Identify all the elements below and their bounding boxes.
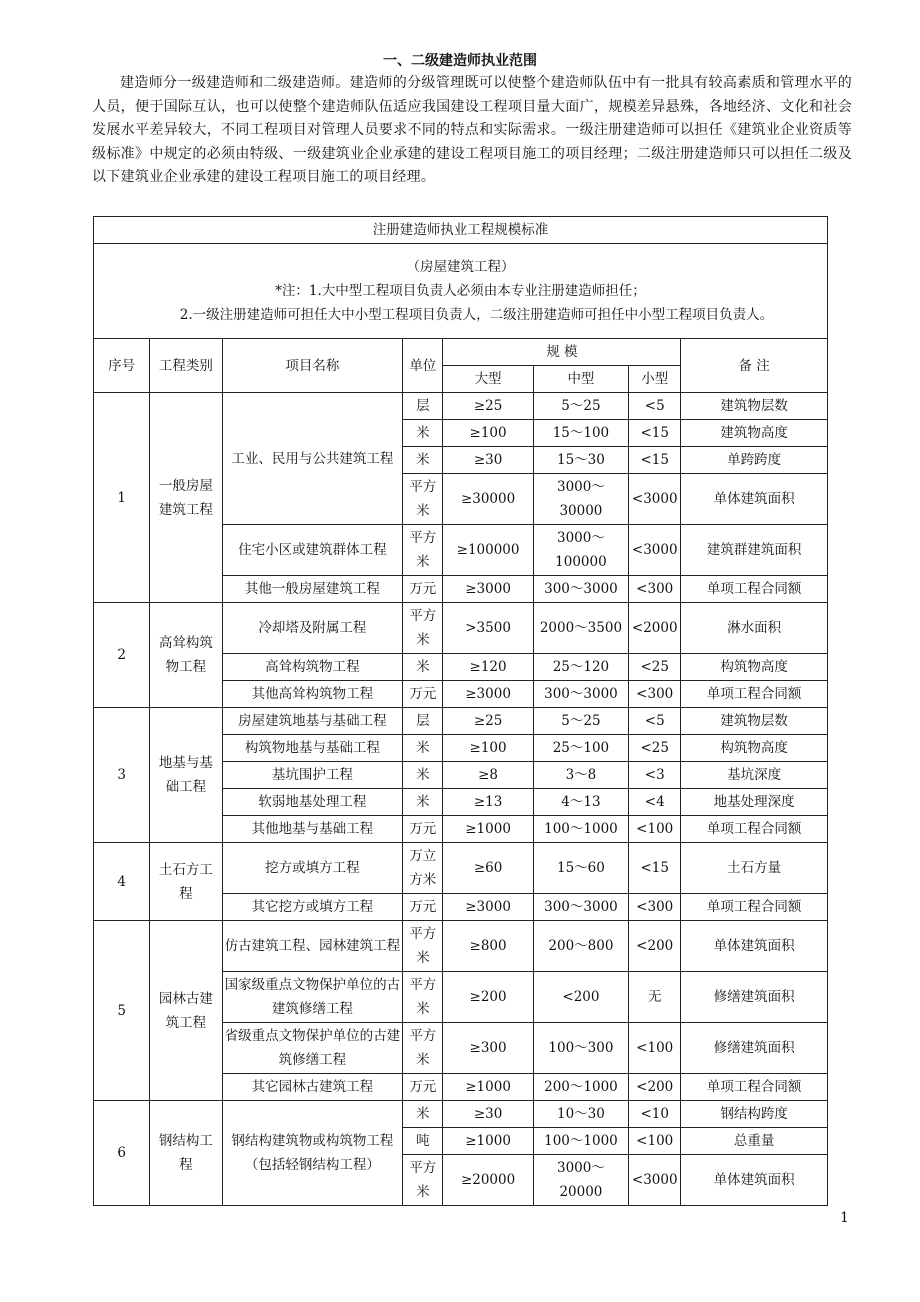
header-unit: 单位 bbox=[403, 339, 443, 393]
large-scale-cell: ≥25 bbox=[443, 393, 533, 420]
remark-cell: 土石方量 bbox=[681, 843, 828, 894]
group-category: 钢结构工程 bbox=[150, 1101, 222, 1206]
large-scale-cell: ≥300 bbox=[443, 1023, 533, 1074]
table-row bbox=[94, 921, 828, 972]
medium-scale-cell: 15～60 bbox=[533, 843, 628, 894]
large-scale-cell: >3500 bbox=[443, 603, 533, 654]
remark-cell: 修缮建筑面积 bbox=[681, 972, 828, 1023]
scale-standard-table bbox=[93, 216, 828, 1206]
unit-cell: 米 bbox=[403, 420, 443, 447]
caption-row bbox=[94, 217, 828, 244]
medium-scale-cell: 15～30 bbox=[533, 447, 628, 474]
small-scale-cell: <3000 bbox=[629, 474, 681, 525]
item-name: 软弱地基处理工程 bbox=[222, 789, 403, 816]
group-seq: 3 bbox=[94, 708, 150, 843]
item-name: 构筑物地基与基础工程 bbox=[222, 735, 403, 762]
unit-cell: 米 bbox=[403, 1101, 443, 1128]
item-name: 其他地基与基础工程 bbox=[222, 816, 403, 843]
large-scale-cell: ≥100 bbox=[443, 735, 533, 762]
intro-paragraph: 建造师分一级建造师和二级建造师。建造师的分级管理既可以使整个建造师队伍中有一批具有较高素质和管理水平的人员，便于国际互认，也可以使整个建造师队伍适应我国建设工程项目量大面广，规模差异悬殊，各地经济、文化和社会发展水平差异较大，不同工程项目对管理人员要求不同的特点和实际需求。一级注册建造师可以担任《建筑业企业资质等级标准》中规定的必须由特级、一级建筑业企业承建的建设工程项目施工的项目经理；二级注册建造师只可以担任二级及以下建筑业企业承建的建设工程项目施工的项目经理。 bbox=[92, 75, 852, 185]
large-scale-cell: ≥3000 bbox=[443, 894, 533, 921]
group-seq: 4 bbox=[94, 843, 150, 921]
small-scale-cell: <300 bbox=[629, 681, 681, 708]
item-name: 其它园林古建筑工程 bbox=[222, 1074, 403, 1101]
remark-cell: 建筑物层数 bbox=[681, 393, 828, 420]
medium-scale-cell: 10～30 bbox=[533, 1101, 628, 1128]
unit-cell: 吨 bbox=[403, 1128, 443, 1155]
item-name: 其他高耸构筑物工程 bbox=[222, 681, 403, 708]
large-scale-cell: ≥25 bbox=[443, 708, 533, 735]
large-scale-cell: ≥8 bbox=[443, 762, 533, 789]
group-seq: 5 bbox=[94, 921, 150, 1101]
remark-cell: 单体建筑面积 bbox=[681, 1155, 828, 1206]
medium-scale-cell: 200～800 bbox=[533, 921, 628, 972]
remark-cell: 钢结构跨度 bbox=[681, 1101, 828, 1128]
small-scale-cell: <100 bbox=[629, 1023, 681, 1074]
large-scale-cell: ≥120 bbox=[443, 654, 533, 681]
group-category: 高耸构筑物工程 bbox=[150, 603, 222, 708]
small-scale-cell: <100 bbox=[629, 816, 681, 843]
unit-cell: 平方米 bbox=[403, 1155, 443, 1206]
item-name: 钢结构建筑物或构筑物工程（包括轻钢结构工程） bbox=[222, 1101, 403, 1206]
remark-cell: 建筑物高度 bbox=[681, 420, 828, 447]
table-caption: 注册建造师执业工程规模标准 bbox=[94, 217, 828, 244]
large-scale-cell: ≥1000 bbox=[443, 1128, 533, 1155]
medium-scale-cell: 4～13 bbox=[533, 789, 628, 816]
item-name: 高耸构筑物工程 bbox=[222, 654, 403, 681]
item-name: 住宅小区或建筑群体工程 bbox=[222, 525, 403, 576]
large-scale-cell: ≥60 bbox=[443, 843, 533, 894]
medium-scale-cell: 5～25 bbox=[533, 393, 628, 420]
item-name: 冷却塔及附属工程 bbox=[222, 603, 403, 654]
item-name: 其他一般房屋建筑工程 bbox=[222, 576, 403, 603]
unit-cell: 米 bbox=[403, 762, 443, 789]
medium-scale-cell: 25～100 bbox=[533, 735, 628, 762]
remark-cell: 单体建筑面积 bbox=[681, 474, 828, 525]
header-category: 工程类别 bbox=[150, 339, 222, 393]
small-scale-cell: <5 bbox=[629, 708, 681, 735]
unit-cell: 米 bbox=[403, 735, 443, 762]
medium-scale-cell: 100～1000 bbox=[533, 1128, 628, 1155]
large-scale-cell: ≥13 bbox=[443, 789, 533, 816]
large-scale-cell: ≥3000 bbox=[443, 576, 533, 603]
remark-cell: 淋水面积 bbox=[681, 603, 828, 654]
large-scale-cell: ≥1000 bbox=[443, 1074, 533, 1101]
unit-cell: 万元 bbox=[403, 894, 443, 921]
header-scale: 规 模 bbox=[443, 339, 681, 366]
unit-cell: 万元 bbox=[403, 681, 443, 708]
remark-cell: 构筑物高度 bbox=[681, 654, 828, 681]
large-scale-cell: ≥20000 bbox=[443, 1155, 533, 1206]
medium-scale-cell: <200 bbox=[533, 972, 628, 1023]
small-scale-cell: <3000 bbox=[629, 1155, 681, 1206]
small-scale-cell: 无 bbox=[629, 972, 681, 1023]
small-scale-cell: <25 bbox=[629, 654, 681, 681]
group-category: 园林古建筑工程 bbox=[150, 921, 222, 1101]
table-subcaption: （房屋建筑工程） bbox=[406, 259, 515, 275]
unit-cell: 层 bbox=[403, 393, 443, 420]
table-row bbox=[94, 708, 828, 735]
large-scale-cell: ≥3000 bbox=[443, 681, 533, 708]
medium-scale-cell: 100～1000 bbox=[533, 816, 628, 843]
remark-cell: 单体建筑面积 bbox=[681, 921, 828, 972]
group-category: 地基与基础工程 bbox=[150, 708, 222, 843]
notes-row bbox=[94, 244, 828, 339]
large-scale-cell: ≥200 bbox=[443, 972, 533, 1023]
group-seq: 6 bbox=[94, 1101, 150, 1206]
group-category: 一般房屋建筑工程 bbox=[150, 393, 222, 603]
medium-scale-cell: 3000～100000 bbox=[533, 525, 628, 576]
item-name: 工业、民用与公共建筑工程 bbox=[222, 393, 403, 525]
unit-cell: 层 bbox=[403, 708, 443, 735]
header-item: 项目名称 bbox=[222, 339, 403, 393]
large-scale-cell: ≥30 bbox=[443, 1101, 533, 1128]
large-scale-cell: ≥100000 bbox=[443, 525, 533, 576]
large-scale-cell: ≥1000 bbox=[443, 816, 533, 843]
header-small: 小型 bbox=[629, 366, 681, 393]
unit-cell: 万元 bbox=[403, 1074, 443, 1101]
small-scale-cell: <25 bbox=[629, 735, 681, 762]
table-row bbox=[94, 843, 828, 894]
small-scale-cell: <10 bbox=[629, 1101, 681, 1128]
item-name: 基坑围护工程 bbox=[222, 762, 403, 789]
small-scale-cell: <15 bbox=[629, 447, 681, 474]
large-scale-cell: ≥100 bbox=[443, 420, 533, 447]
table-row bbox=[94, 603, 828, 654]
remark-cell: 单项工程合同额 bbox=[681, 894, 828, 921]
large-scale-cell: ≥30000 bbox=[443, 474, 533, 525]
note-2: 2.一级注册建造师可担任大中小型工程项目负责人，二级注册建造师可担任中小型工程项目负责人。 bbox=[179, 307, 774, 323]
remark-cell: 单跨跨度 bbox=[681, 447, 828, 474]
unit-cell: 平方米 bbox=[403, 525, 443, 576]
unit-cell: 万元 bbox=[403, 816, 443, 843]
item-name: 省级重点文物保护单位的古建筑修缮工程 bbox=[222, 1023, 403, 1074]
unit-cell: 万元 bbox=[403, 576, 443, 603]
small-scale-cell: <3000 bbox=[629, 525, 681, 576]
remark-cell: 建筑群建筑面积 bbox=[681, 525, 828, 576]
header-large: 大型 bbox=[443, 366, 533, 393]
small-scale-cell: <100 bbox=[629, 1128, 681, 1155]
section-heading: 一、二级建造师执业范围 bbox=[383, 53, 537, 69]
small-scale-cell: <3 bbox=[629, 762, 681, 789]
remark-cell: 地基处理深度 bbox=[681, 789, 828, 816]
item-name: 其它挖方或填方工程 bbox=[222, 894, 403, 921]
remark-cell: 单项工程合同额 bbox=[681, 576, 828, 603]
item-name: 挖方或填方工程 bbox=[222, 843, 403, 894]
medium-scale-cell: 300～3000 bbox=[533, 894, 628, 921]
small-scale-cell: <300 bbox=[629, 894, 681, 921]
medium-scale-cell: 3000～30000 bbox=[533, 474, 628, 525]
unit-cell: 平方米 bbox=[403, 474, 443, 525]
header-seq: 序号 bbox=[94, 339, 150, 393]
item-name: 房屋建筑地基与基础工程 bbox=[222, 708, 403, 735]
remark-cell: 单项工程合同额 bbox=[681, 816, 828, 843]
item-name: 国家级重点文物保护单位的古建筑修缮工程 bbox=[222, 972, 403, 1023]
remark-cell: 基坑深度 bbox=[681, 762, 828, 789]
table-notes bbox=[94, 244, 828, 339]
medium-scale-cell: 300～3000 bbox=[533, 576, 628, 603]
unit-cell: 平方米 bbox=[403, 603, 443, 654]
medium-scale-cell: 25～120 bbox=[533, 654, 628, 681]
table-row bbox=[94, 393, 828, 420]
medium-scale-cell: 2000～3500 bbox=[533, 603, 628, 654]
small-scale-cell: <2000 bbox=[629, 603, 681, 654]
large-scale-cell: ≥800 bbox=[443, 921, 533, 972]
medium-scale-cell: 3000～20000 bbox=[533, 1155, 628, 1206]
small-scale-cell: <15 bbox=[629, 843, 681, 894]
small-scale-cell: <15 bbox=[629, 420, 681, 447]
medium-scale-cell: 100～300 bbox=[533, 1023, 628, 1074]
header-remark: 备 注 bbox=[681, 339, 828, 393]
page-number: 1 bbox=[840, 1210, 849, 1226]
medium-scale-cell: 5～25 bbox=[533, 708, 628, 735]
remark-cell: 修缮建筑面积 bbox=[681, 1023, 828, 1074]
note-1: *注：1.大中型工程项目负责人必须由本专业注册建造师担任； bbox=[275, 283, 646, 299]
unit-cell: 平方米 bbox=[403, 921, 443, 972]
group-seq: 1 bbox=[94, 393, 150, 603]
group-seq: 2 bbox=[94, 603, 150, 708]
small-scale-cell: <300 bbox=[629, 576, 681, 603]
unit-cell: 平方米 bbox=[403, 972, 443, 1023]
small-scale-cell: <200 bbox=[629, 921, 681, 972]
medium-scale-cell: 300～3000 bbox=[533, 681, 628, 708]
large-scale-cell: ≥30 bbox=[443, 447, 533, 474]
remark-cell: 单项工程合同额 bbox=[681, 681, 828, 708]
header-row-1 bbox=[94, 339, 828, 366]
small-scale-cell: <200 bbox=[629, 1074, 681, 1101]
remark-cell: 构筑物高度 bbox=[681, 735, 828, 762]
remark-cell: 单项工程合同额 bbox=[681, 1074, 828, 1101]
item-name: 仿古建筑工程、园林建筑工程 bbox=[222, 921, 403, 972]
small-scale-cell: <4 bbox=[629, 789, 681, 816]
small-scale-cell: <5 bbox=[629, 393, 681, 420]
table-row bbox=[94, 1101, 828, 1128]
remark-cell: 总重量 bbox=[681, 1128, 828, 1155]
medium-scale-cell: 3～8 bbox=[533, 762, 628, 789]
unit-cell: 万立方米 bbox=[403, 843, 443, 894]
unit-cell: 米 bbox=[403, 789, 443, 816]
medium-scale-cell: 15～100 bbox=[533, 420, 628, 447]
group-category: 土石方工程 bbox=[150, 843, 222, 921]
remark-cell: 建筑物层数 bbox=[681, 708, 828, 735]
unit-cell: 米 bbox=[403, 654, 443, 681]
header-medium: 中型 bbox=[533, 366, 628, 393]
unit-cell: 米 bbox=[403, 447, 443, 474]
medium-scale-cell: 200～1000 bbox=[533, 1074, 628, 1101]
unit-cell: 平方米 bbox=[403, 1023, 443, 1074]
